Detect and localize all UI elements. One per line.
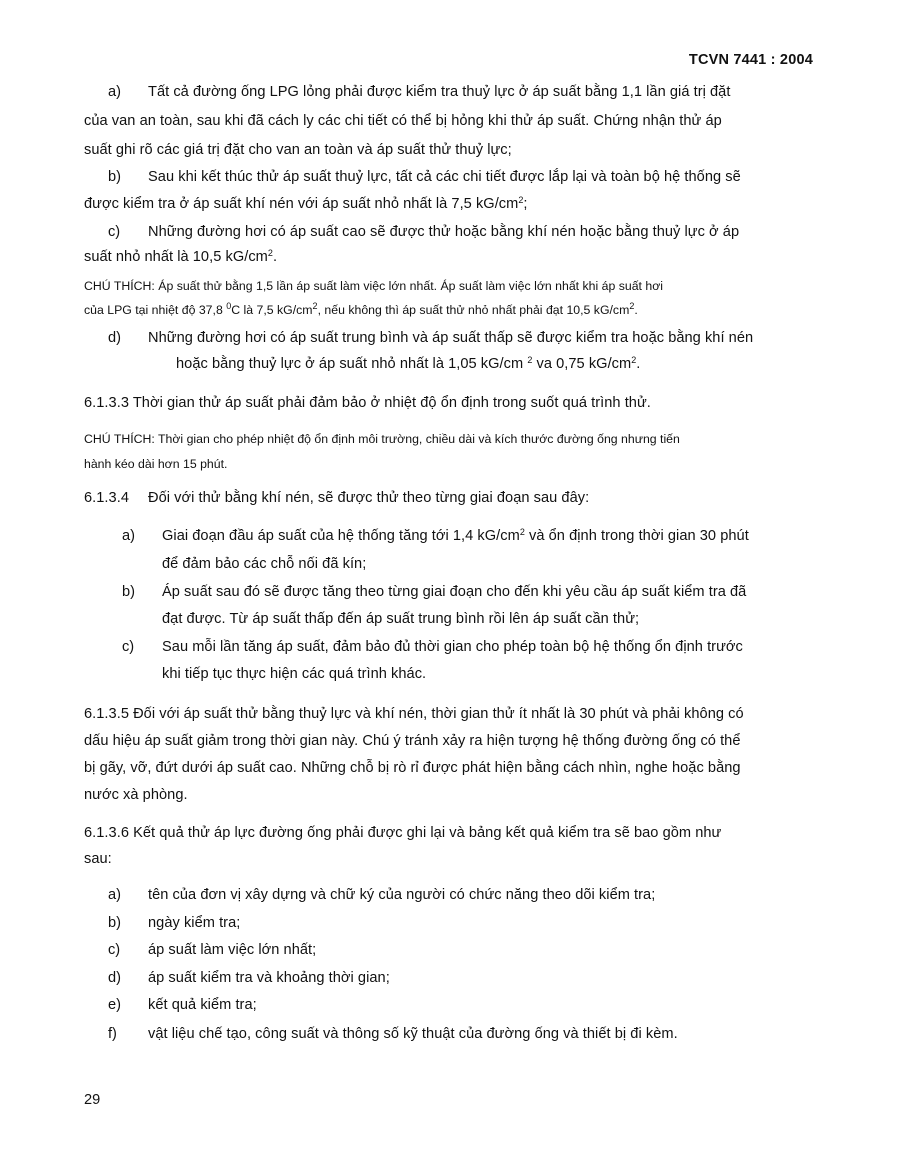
text-line: Sau khi kết thúc thử áp suất thuỷ lực, tất cả các chi tiết được lắp lại và toàn bộ hệ thống sẽ [148,169,741,185]
clause-6-1-3-6: 6.1.3.6 Kết quả thử áp lực đường ống phải được ghi lại và bảng kết quả kiểm tra sẽ bao gồm như [84,825,722,841]
item-label-d: d) [108,330,121,346]
text-line: suất nhỏ nhất là 10,5 $kG/cm^2$. [84,248,278,265]
item-label-c: c) [122,639,135,655]
text-line: Giai đoạn đầu áp suất của hệ thống tăng tới 1,4 $kG/cm^2$ và ổn định trong thời gian 30 phút [162,527,749,544]
standard-code-header: TCVN 7441 : 2004 [688,52,813,68]
text-line: Những đường hơi có áp suất trung bình và áp suất thấp sẽ được kiểm tra hoặc bằng khí nén [148,330,754,346]
item-label-d: d) [108,970,121,986]
item-label-b: b) [122,584,135,600]
clause-6-1-3-4-number: 6.1.3.4 [84,490,129,506]
item-label-c: c) [108,942,121,958]
text-line: hoặc bằng thuỷ lực ở áp suất nhỏ nhất là 1,05 kG/cm $^2$ va 0,75 $kG/cm^2$. [176,355,641,372]
text-line: để đảm bảo các chỗ nối đã kín; [162,556,367,572]
item-label-c: c) [108,224,121,240]
list-item: vật liệu chế tạo, công suất và thông số kỹ thuật của đường ống và thiết bị đi kèm. [148,1026,678,1042]
text-line: Những đường hơi có áp suất cao sẽ được thử hoặc bằng khí nén hoặc bằng thuỷ lực ở áp [148,224,740,240]
item-label-e: e) [108,997,121,1013]
note-line: hành kéo dài hơn 15 phút. [84,457,228,471]
text-line: Sau mỗi lần tăng áp suất, đảm bảo đủ thời gian cho phép toàn bộ hệ thống ổn định trước [162,639,743,655]
text-line: được kiểm tra ở áp suất khí nén với áp suất nhỏ nhất là 7,5 $kG/cm^2$; [84,195,528,212]
text-line: sau: [84,851,112,867]
text-line: suất ghi rõ các giá trị đặt cho van an toàn và áp suất thử thuỷ lực; [84,142,512,158]
text-line: đạt được. Từ áp suất thấp đến áp suất trung bình rồi lên áp suất cần thử; [162,611,640,627]
clause-6-1-3-3: 6.1.3.3 Thời gian thử áp suất phải đảm bảo ở nhiệt độ ổn định trong suốt quá trình thử. [84,395,651,411]
list-item: ngày kiểm tra; [148,915,241,931]
text-line: Áp suất sau đó sẽ được tăng theo từng giai đoạn cho đến khi yêu cầu áp suất kiểm tra đã [162,584,747,600]
list-item: kết quả kiểm tra; [148,997,257,1013]
text-line: dấu hiệu áp suất giảm trong thời gian này. Chú ý tránh xảy ra hiện tượng hệ thống đường ống có thể [84,733,741,749]
item-label-a: a) [108,84,121,100]
text-line: Tất cả đường ống LPG lỏng phải được kiểm tra thuỷ lực ở áp suất bằng 1,1 lần giá trị đặt [148,84,731,100]
text-line: nước xà phòng. [84,787,188,803]
text-line: khi tiếp tục thực hiện các quá trình khác. [162,666,427,682]
clause-6-1-3-4: Đối với thử bằng khí nén, sẽ được thử theo từng giai đoạn sau đây: [148,490,590,506]
item-label-b: b) [108,169,121,185]
list-item: tên của đơn vị xây dựng và chữ ký của người có chức năng theo dõi kiểm tra; [148,887,656,903]
list-item: áp suất kiểm tra và khoảng thời gian; [148,970,390,986]
text-line: của van an toàn, sau khi đã cách ly các chi tiết có thể bị hỏng khi thử áp suất. Chứng nhận thử áp [84,113,722,129]
item-label-a: a) [108,887,121,903]
item-label-a: a) [122,528,135,544]
note-line: của LPG tại nhiệt độ 37,8 $^0$C là 7,5 $kG/cm^2$, nếu không thì áp suất thử nhỏ nhất phải đạt 10,5 $kG/cm^2$. [84,301,638,317]
note-line: CHÚ THÍCH: Áp suất thử bằng 1,5 lần áp suất làm việc lớn nhất. Áp suất làm việc lớn nhất khi áp suất hơi [84,279,664,293]
text-line: bị gãy, vỡ, đứt dưới áp suất cao. Những chỗ bị rò rỉ được phát hiện bằng cách nhìn, nghe hoặc bằng [84,760,741,776]
page-number: 29 [84,1092,101,1108]
list-item: áp suất làm việc lớn nhất; [148,942,317,958]
note-line: CHÚ THÍCH: Thời gian cho phép nhiệt độ ổn định môi trường, chiều dài và kích thước đường ống nhưng tiến [84,432,680,446]
item-label-b: b) [108,915,121,931]
clause-6-1-3-5: 6.1.3.5 Đối với áp suất thử bằng thuỷ lực và khí nén, thời gian thử ít nhất là 30 phút và phải không có [84,706,744,722]
item-label-f: f) [108,1026,117,1042]
